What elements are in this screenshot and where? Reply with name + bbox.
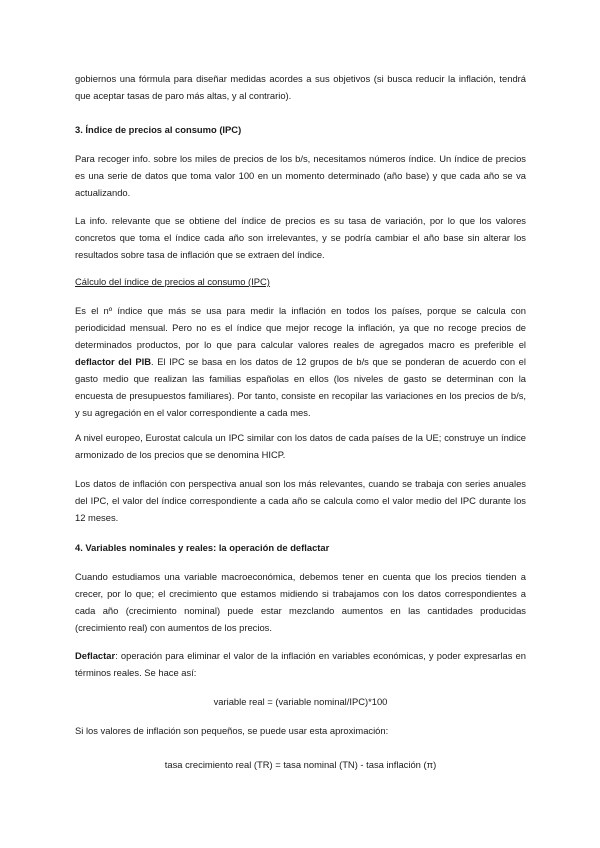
paragraph-ipc-part1: Es el nº índice que más se usa para medir la inflación en todos los países, porque se calcula con periodicidad mensual. Pero no es el índice que mejor recoge la inflación, ya que no recoge precios de determinados productos, por lo que para calcular valores reales de agregados macro es preferible el bbox=[75, 305, 526, 350]
deflactar-term: Deflactar bbox=[75, 650, 116, 661]
paragraph-ipc-part2: . El IPC se basa en los datos de 12 grupos de b/s que se ponderan de acuerdo con el gasto medio que realizan las familias españolas en ellos (los niveles de gasto se determinan con la encuesta de presupuestos familiares). Por tanto, consiste en recopilar las variaciones en los precios de b/s, y su agregación en el valor correspondiente a cada mes. bbox=[75, 356, 526, 418]
subheading-calculo-ipc: Cálculo del índice de precios al consumo (IPC) bbox=[75, 276, 270, 287]
paragraph-aproximacion: Si los valores de inflación son pequeños, se puede usar esta aproximación: bbox=[75, 725, 389, 736]
paragraph-variables-nominales: Cuando estudiamos una variable macroeconómica, debemos tener en cuenta que los precios tienden a crecer, por lo que; el crecimiento que estamos midiendo si trabajamos con los datos correspondientes a cada año (crecimiento nominal) puede estar mezclando aumentos en las cantidades producidas (crecimiento real) con aumentos de los precios. bbox=[75, 571, 526, 633]
formula-variable-real: variable real = (variable nominal/IPC)*100 bbox=[213, 696, 388, 707]
formula-tasa-crecimiento: tasa crecimiento real (TR) = tasa nominal (TN) - tasa inflación (π) bbox=[164, 759, 437, 770]
paragraph-tasa-variacion: La info. relevante que se obtiene del índice de precios es su tasa de variación, por lo que los valores concretos que toma el índice cada año son irrelevantes, y se podría cambiar el año base sin alterar los resultados sobre tasa de inflación que se extraen del índice. bbox=[75, 215, 526, 260]
paragraph-datos-anuales: Los datos de inflación con perspectiva anual son los más relevantes, cuando se trabaja con series anuales del IPC, el valor del índice correspondiente a cada año se calcula como el valor medio del IPC durante los 12 meses. bbox=[75, 478, 526, 523]
section-heading-4: 4. Variables nominales y reales: la operación de deflactar bbox=[75, 542, 330, 553]
paragraph-numeros-indice: Para recoger info. sobre los miles de precios de los b/s, necesitamos números índice. Un índice de precios es una serie de datos que toma valor 100 en un momento determinado (año base) y que cada año se va actualizando. bbox=[75, 153, 526, 198]
deflactor-pib-term: deflactor del PIB bbox=[75, 356, 151, 367]
paragraph-eurostat: A nivel europeo, Eurostat calcula un IPC similar con los datos de cada países de la UE; construye un índice armonizado de los precios que se denomina HICP. bbox=[75, 432, 526, 460]
paragraph-deflactar bbox=[75, 647, 526, 681]
paragraph-intro: gobiernos una fórmula para diseñar medidas acordes a sus objetivos (si busca reducir la inflación, tendrá que aceptar tasas de paro más altas, y al contrario). bbox=[75, 73, 526, 101]
section-heading-3: 3. Índice de precios al consumo (IPC) bbox=[75, 124, 242, 135]
paragraph-deflactar-text: : operación para eliminar el valor de la inflación en variables económicas, y poder expresarlas en términos reales. Se hace así: bbox=[75, 650, 526, 678]
paragraph-ipc bbox=[75, 302, 526, 421]
